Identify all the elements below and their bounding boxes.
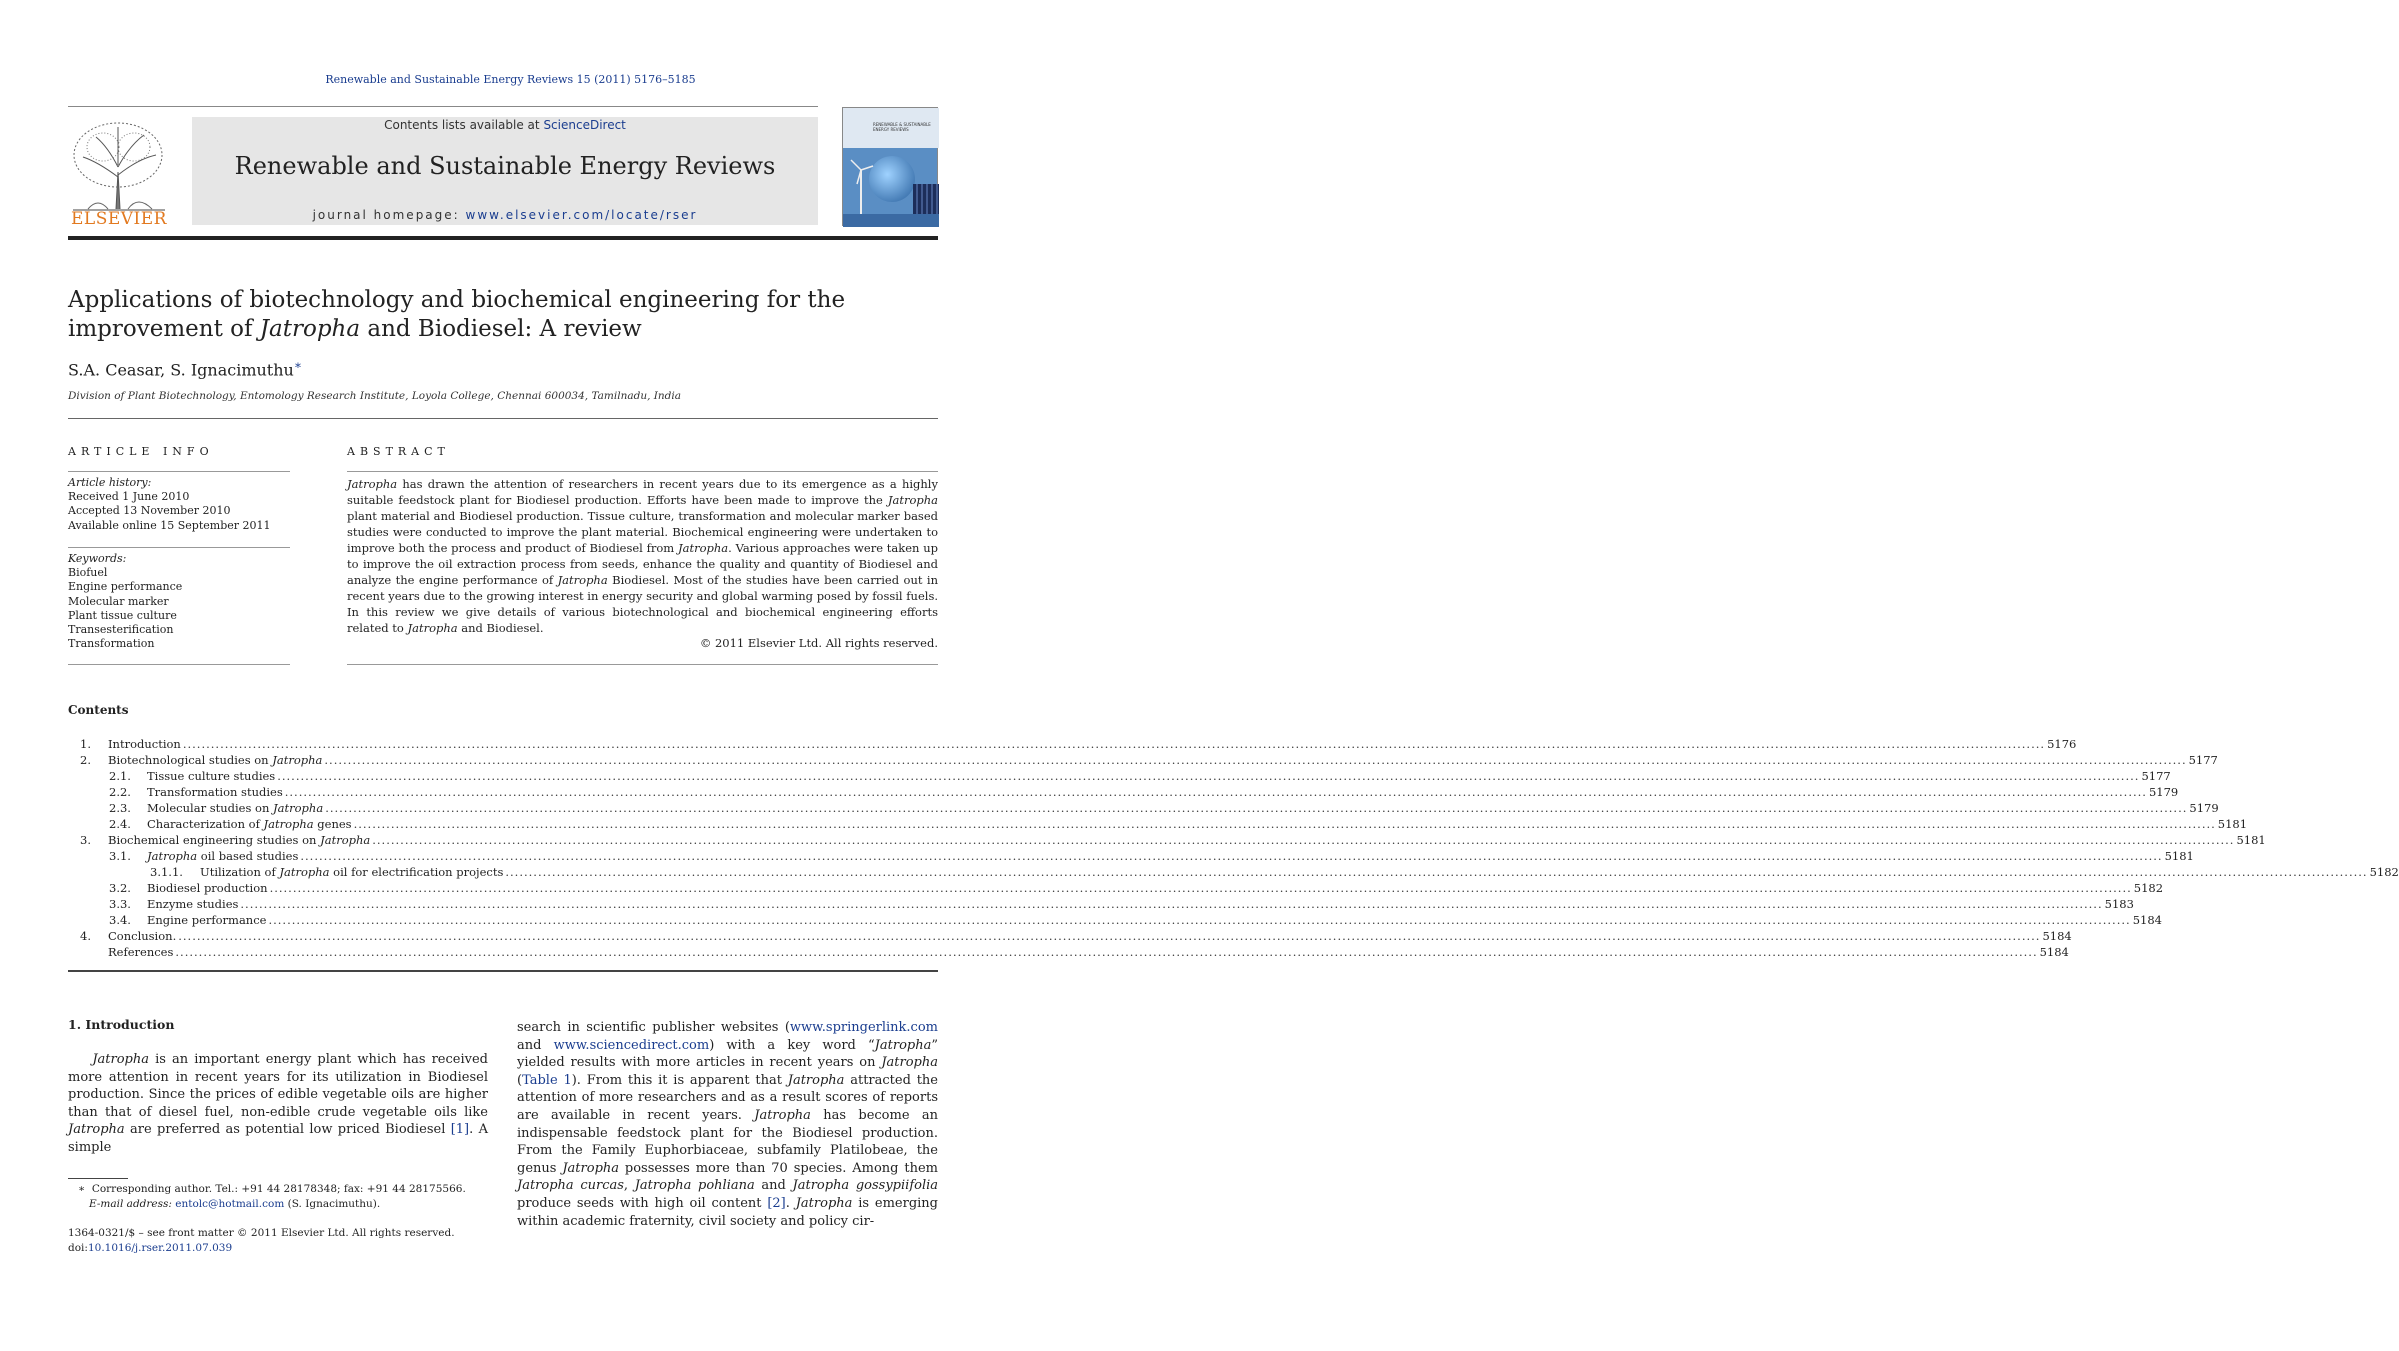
toc-leader: ................................................................................................................................................................................................................................................................................................................................................................................................................ xyxy=(325,801,2188,815)
toc-leader: ................................................................................................................................................................................................................................................................................................................................................................................................................ xyxy=(182,737,2046,751)
toc-title: Enzyme studies xyxy=(147,897,239,911)
introduction-column-right: search in scientific publisher websites (www.springerlink.com and www.sciencedirect.com) with a key word “Jatropha” yielded results with more articles in recent years on Jatropha (Table 1). From this it is apparent that Jatropha attracted the attention of more researchers and as a result scores of reports are available in recent years. Jatropha has become an indispensable feedstock plant for the Biodiesel production. From the Family Euphorbiaceae, subfamily Platilobeae, the genus Jatropha possesses more than 70 species. Among them Jatropha curcas, Jatropha pohliana and Jatropha gossypiifolia produce seeds with high oil content [2]. Jatropha is emerging within academic fraternity, civil society and policy cir- xyxy=(517,1020,939,1229)
toc-page: 5184 xyxy=(2039,945,2069,959)
toc-page: 5182 xyxy=(2133,881,2164,895)
journal-title: Renewable and Sustainable Energy Reviews xyxy=(234,152,776,180)
toc-title: Characterization of Jatropha genes xyxy=(147,817,352,831)
toc-leader: ................................................................................................................................................................................................................................................................................................................................................................................................................ xyxy=(353,817,2216,831)
toc-title: Introduction xyxy=(108,737,181,751)
title-rule xyxy=(68,418,938,419)
toc-page: 5182 xyxy=(2369,865,2399,879)
article-title: Applications of biotechnology and biochemical engineering for the improvement of Jatropha and Biodiesel: A review xyxy=(68,287,846,342)
toc-entry[interactable] xyxy=(68,752,2218,768)
springerlink-link[interactable]: www.springerlink.com xyxy=(789,1020,938,1035)
toc-title: Utilization of Jatropha oil for electrification projects xyxy=(200,865,504,879)
footnote-rule xyxy=(68,1178,128,1179)
introduction-column-left: Jatropha is an important energy plant which has received more attention in recent years for its utilization in Biodiesel production. Since the prices of edible vegetable oils are higher than that of diesel fuel, non-edible crude vegetable oils like Jatropha are preferred as potential low priced Biodiesel [1]. A simple xyxy=(68,1052,489,1155)
toc-number: 3.4. xyxy=(109,913,131,927)
toc-title: Engine performance xyxy=(147,913,267,927)
toc-entry[interactable] xyxy=(68,816,2248,832)
toc-entry[interactable] xyxy=(68,848,2194,864)
header-rule xyxy=(68,106,818,107)
cover-footer xyxy=(843,214,939,227)
toc-page: 5181 xyxy=(2164,849,2194,863)
journal-cover[interactable] xyxy=(842,107,938,226)
toc-entry[interactable] xyxy=(68,880,2164,896)
toc-page: 5177 xyxy=(2141,769,2171,783)
toc-number: 1. xyxy=(80,737,91,751)
citation-link[interactable]: [1] xyxy=(450,1122,470,1138)
contents-rule xyxy=(68,970,938,972)
toc-leader: ................................................................................................................................................................................................................................................................................................................................................................................................................ xyxy=(240,897,2103,911)
toc-entry[interactable] xyxy=(68,768,2171,784)
toc-leader: ................................................................................................................................................................................................................................................................................................................................................................................................................ xyxy=(505,865,2368,879)
copyright-notice: © 2011 Elsevier Ltd. All rights reserved. xyxy=(699,636,938,650)
corresponding-author-mark[interactable]: ∗ xyxy=(293,358,302,372)
keyword: Transformation xyxy=(68,637,155,651)
elsevier-logo[interactable] xyxy=(68,117,170,229)
toc-number: 4. xyxy=(80,929,91,943)
toc-number: 2.3. xyxy=(109,801,131,815)
toc-page: 5181 xyxy=(2236,833,2266,847)
globe-icon xyxy=(869,156,915,202)
homepage-link[interactable]: www.elsevier.com/locate/rser xyxy=(465,208,698,222)
toc-number: 3.3. xyxy=(109,897,131,911)
toc-title: Tissue culture studies xyxy=(147,769,276,783)
doi-link[interactable]: 10.1016/j.rser.2011.07.039 xyxy=(87,1242,233,1254)
toc-leader: ................................................................................................................................................................................................................................................................................................................................................................................................................ xyxy=(268,913,2131,927)
sciencedirect-link[interactable]: ScienceDirect xyxy=(543,118,626,132)
contents-availability: Contents lists available at ScienceDirect xyxy=(384,118,626,132)
article-info-heading: ARTICLE INFO xyxy=(68,445,214,458)
authors: S.A. Ceasar, S. Ignacimuthu∗ xyxy=(68,358,302,380)
abstract-text: Jatropha has drawn the attention of researchers in recent years due to its emergence as a highly suitable feedstock plant for Biodiesel production. Efforts have been made to improve the Jatropha plant material and Biodiesel production. Tissue culture, transformation and molecular marker based studies were conducted to improve the plant material. Biochemical engineering were undertaken to improve both the process and product of Biodiesel from Jatropha. Various approaches were taken up to improve the oil extraction process from seeds, enhance the quality and quantity of Biodiesel and analyze the engine performance of Jatropha Biodiesel. Most of the studies have been carried out in recent years due to the growing interest in energy security and global warming posed by fossil fuels. In this review we give details of various biotechnological and biochemical engineering efforts related to Jatropha and Biodiesel. xyxy=(347,477,938,635)
abstract-bottom-rule xyxy=(347,664,938,665)
toc-title: References xyxy=(108,945,174,959)
toc-entry[interactable] xyxy=(68,800,2219,816)
toc-leader: ................................................................................................................................................................................................................................................................................................................................................................................................................ xyxy=(175,945,2038,959)
article-history: Article history: Received 1 June 2010 Accepted 13 November 2010 Available online 15 September 2011 xyxy=(68,476,271,532)
toc-page: 5179 xyxy=(2148,785,2179,799)
toc-page: 5181 xyxy=(2217,817,2248,831)
table-link[interactable]: Table 1 xyxy=(522,1072,572,1088)
toc-number: 2.4. xyxy=(109,817,131,831)
toc-title: Biodiesel production xyxy=(147,881,268,895)
sciencedirect-url-link[interactable]: www.sciencedirect.com xyxy=(553,1037,710,1053)
keyword: Engine performance xyxy=(68,580,183,594)
wind-turbine-icon xyxy=(847,158,875,218)
toc-leader: ................................................................................................................................................................................................................................................................................................................................................................................................................ xyxy=(277,769,2140,783)
toc-number: 3.1. xyxy=(109,849,131,863)
introduction-heading: 1. Introduction xyxy=(68,1017,175,1032)
toc-number: 2.1. xyxy=(109,769,131,783)
toc-page: 5184 xyxy=(2042,929,2072,943)
toc-entry[interactable] xyxy=(68,784,2179,800)
toc-number: 2.2. xyxy=(109,785,131,799)
keywords: Keywords: Biofuel Engine performance Molecular marker Plant tissue culture Transesterification Transformation xyxy=(68,552,290,651)
toc-leader: ................................................................................................................................................................................................................................................................................................................................................................................................................ xyxy=(300,849,2163,863)
toc-title: Molecular studies on Jatropha xyxy=(147,801,324,815)
toc-page: 5179 xyxy=(2189,801,2219,815)
article-info-divider xyxy=(68,547,290,548)
toc-number: 3.1.1. xyxy=(150,865,183,879)
article-info-bottom-rule xyxy=(68,664,290,665)
toc-page: 5184 xyxy=(2132,913,2162,927)
toc-entry[interactable] xyxy=(68,864,2399,880)
toc-leader: ................................................................................................................................................................................................................................................................................................................................................................................................................ xyxy=(372,833,2235,847)
toc-leader: ................................................................................................................................................................................................................................................................................................................................................................................................................ xyxy=(324,753,2187,767)
abstract-heading: ABSTRACT xyxy=(347,445,450,458)
keyword: Biofuel xyxy=(68,566,108,580)
toc-title: Biotechnological studies on Jatropha xyxy=(108,753,323,767)
contents-heading: Contents xyxy=(68,703,129,717)
toc-title: Conclusion. xyxy=(108,929,177,943)
article-info-rule xyxy=(68,471,290,472)
toc-page: 5176 xyxy=(2047,737,2077,751)
header-thick-rule xyxy=(68,236,938,240)
table-of-contents xyxy=(68,736,2399,960)
toc-page: 5177 xyxy=(2188,753,2218,767)
cover-label: RENEWABLE & SUSTAINABLE ENERGY REVIEWS xyxy=(873,122,931,132)
toc-entry[interactable] xyxy=(68,912,2162,928)
publisher-name: ELSEVIER xyxy=(71,209,167,229)
toc-entry[interactable] xyxy=(68,736,2077,752)
journal-citation[interactable]: Renewable and Sustainable Energy Reviews 15 (2011) 5176–5185 xyxy=(325,73,696,86)
keyword: Molecular marker xyxy=(68,594,169,608)
toc-entry[interactable] xyxy=(68,928,2072,944)
journal-homepage: journal homepage: www.elsevier.com/locate/rser xyxy=(312,208,698,222)
toc-title: Biochemical engineering studies on Jatropha xyxy=(108,833,371,847)
toc-entry[interactable] xyxy=(68,896,2134,912)
solar-panel-icon xyxy=(913,184,939,214)
toc-entry[interactable] xyxy=(68,832,2266,848)
toc-title: Transformation studies xyxy=(147,785,283,799)
toc-leader: ................................................................................................................................................................................................................................................................................................................................................................................................................ xyxy=(178,929,2041,943)
abstract-rule xyxy=(347,471,938,472)
toc-title: Jatropha oil based studies xyxy=(147,849,299,863)
keyword: Plant tissue culture xyxy=(68,608,177,622)
email-link[interactable]: entolc@hotmail.com xyxy=(175,1197,285,1210)
toc-page: 5183 xyxy=(2104,897,2134,911)
toc-leader: ................................................................................................................................................................................................................................................................................................................................................................................................................ xyxy=(269,881,2132,895)
toc-number: 3.2. xyxy=(109,881,131,895)
front-matter: 1364-0321/$ – see front matter © 2011 Elsevier Ltd. All rights reserved. doi:10.1016/j.rser.2011.07.039 xyxy=(68,1227,455,1254)
toc-number: 2. xyxy=(80,753,91,767)
toc-leader: ................................................................................................................................................................................................................................................................................................................................................................................................................ xyxy=(284,785,2147,799)
citation-link[interactable]: [2] xyxy=(767,1195,786,1211)
toc-number: 3. xyxy=(80,833,91,847)
affiliation: Division of Plant Biotechnology, Entomology Research Institute, Loyola College, Chennai 600034, Tamilnadu, India xyxy=(68,390,682,402)
footnote: ∗ Corresponding author. Tel.: +91 44 28178348; fax: +91 44 28175566. E-mail address: entolc@hotmail.com (S. Ignacimuthu). xyxy=(78,1183,466,1210)
toc-entry[interactable] xyxy=(68,944,2069,960)
keyword: Transesterification xyxy=(68,623,174,637)
